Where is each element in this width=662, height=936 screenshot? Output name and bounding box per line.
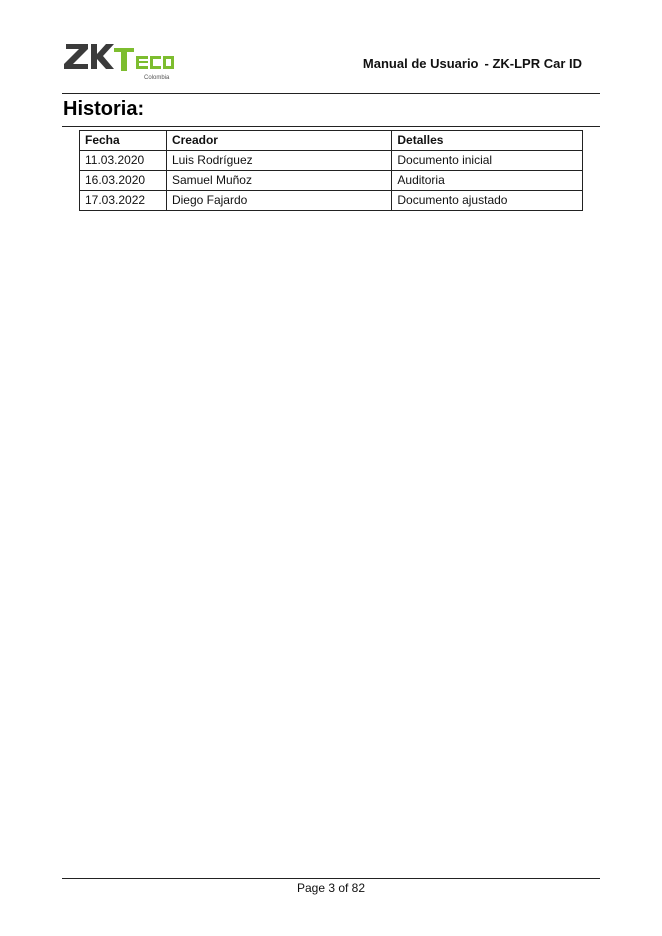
column-header-creador: Creador bbox=[166, 131, 391, 151]
page-number: Page 3 of 82 bbox=[296, 881, 366, 895]
table-cell-creador: Samuel Muñoz bbox=[166, 171, 391, 191]
table-cell-fecha: 16.03.2020 bbox=[80, 171, 167, 191]
product-title: - ZK-LPR Car ID bbox=[484, 56, 582, 71]
zkteco-logo bbox=[64, 42, 176, 82]
table-header-row bbox=[80, 131, 583, 151]
table-cell-detalles: Auditoria bbox=[392, 171, 583, 191]
table-row bbox=[80, 151, 583, 171]
table-cell-creador: Luis Rodríguez bbox=[166, 151, 391, 171]
table-cell-fecha: 11.03.2020 bbox=[80, 151, 167, 171]
table-row bbox=[80, 171, 583, 191]
section-rule bbox=[62, 126, 600, 127]
section-title: Historia: bbox=[63, 98, 145, 120]
zkteco-logo-graphic bbox=[64, 42, 176, 82]
header-rule bbox=[62, 93, 600, 94]
manual-title: Manual de Usuario bbox=[362, 56, 479, 71]
table-row bbox=[80, 191, 583, 211]
column-header-fecha: Fecha bbox=[80, 131, 167, 151]
history-table bbox=[79, 130, 583, 211]
footer-rule bbox=[62, 878, 600, 879]
column-header-detalles: Detalles bbox=[392, 131, 583, 151]
logo-subtext: Colombia bbox=[144, 75, 170, 81]
table-cell-creador: Diego Fajardo bbox=[166, 191, 391, 211]
table-cell-fecha: 17.03.2022 bbox=[80, 191, 167, 211]
table-cell-detalles: Documento ajustado bbox=[392, 191, 583, 211]
table-cell-detalles: Documento inicial bbox=[392, 151, 583, 171]
document-header-title bbox=[363, 56, 582, 71]
